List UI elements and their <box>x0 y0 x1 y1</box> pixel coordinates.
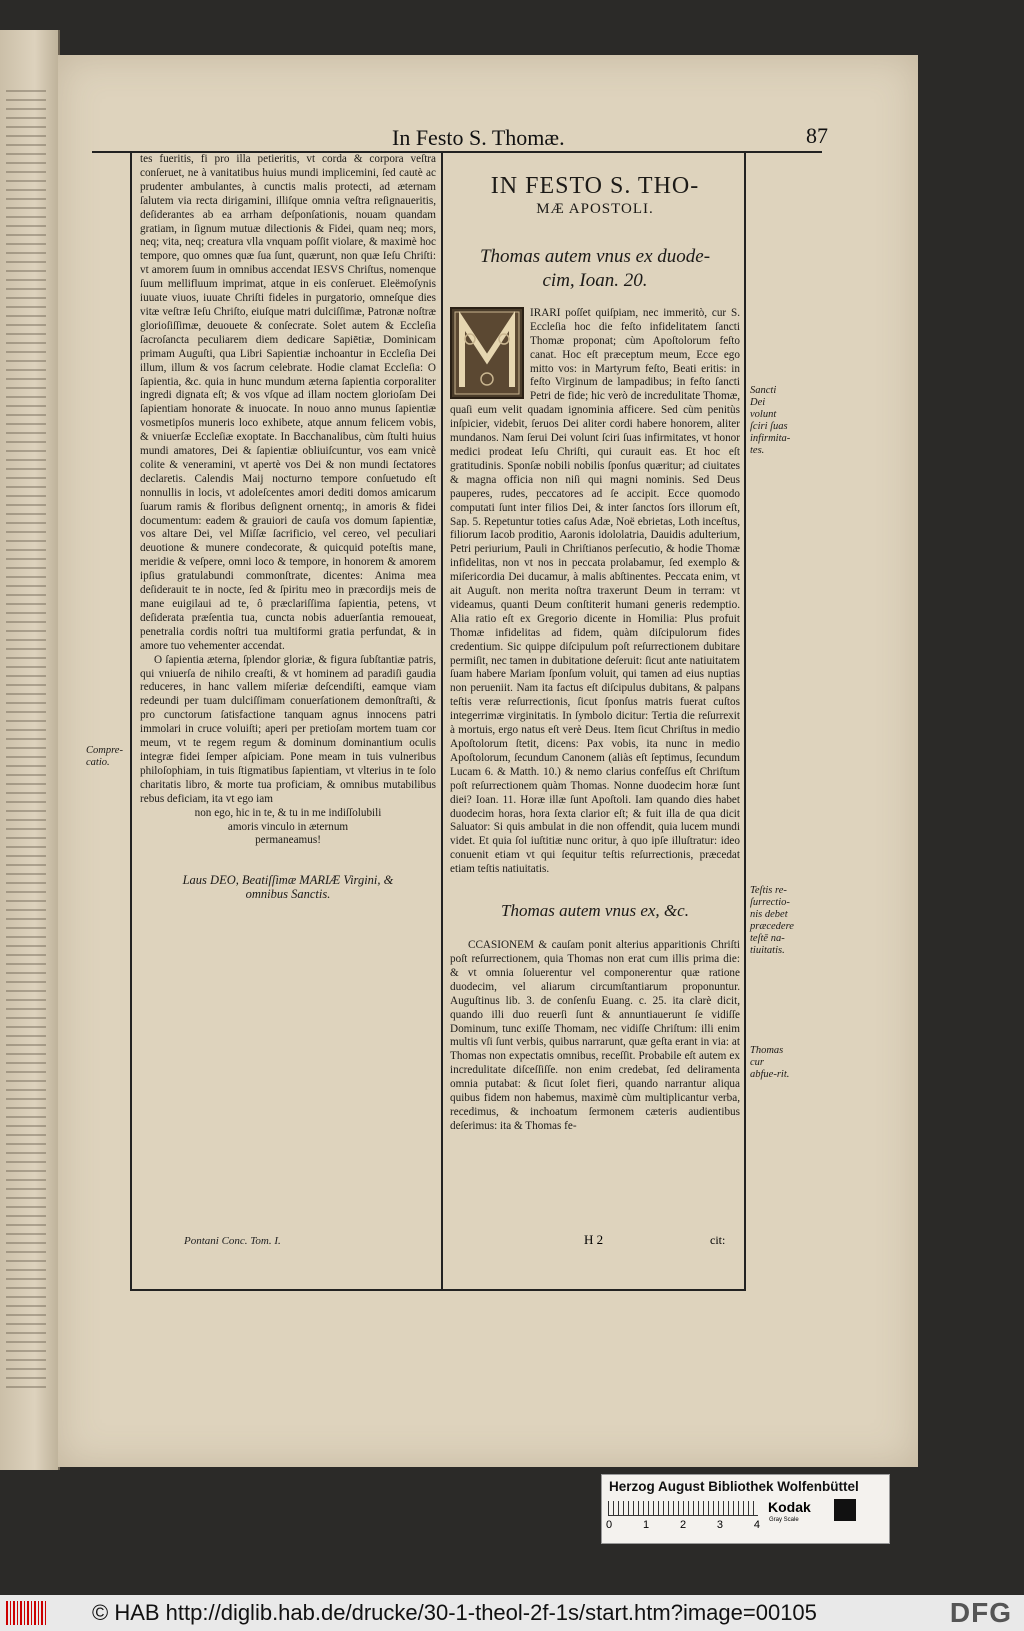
margin-note-comprecatio: Compre-catio. <box>86 745 123 768</box>
catchword: cit: <box>710 1233 726 1247</box>
closing-line-2: amoris vinculo in æternum <box>227 820 349 833</box>
right-column <box>450 173 740 1134</box>
scale-0: 0 <box>606 1519 613 1531</box>
adjacent-page-text <box>6 90 46 1390</box>
incipit-line-1: Thomas autem vnus ex duode- <box>479 245 711 267</box>
incipit-line-2: cim, Ioan. 20. <box>542 269 648 291</box>
folio-number: 87 <box>806 123 828 148</box>
left-paragraph-1: tes fueritis, fi pro illa petieritis, vt corda & corpora veſtra conſeruet, ne à vanitatibus huius mundi implicemini, ſed cautè ac prudenter ambulantes, à cunctis malis protecti, ad æternam ſalutem via recta dirigamini, illiſque omnia veſtra reſignaueritis, deſiderantes ab ea arrham deſponſationis, nouam quandam gratiam, in ſignum mutuæ dilectionis & Fidei, quam neq; mors, neq; vita, neq; creatura vlla vnquam poſſit violare, & maximè hoc tempore, quo omnes quæ ſua ſunt, quærunt, non quæ Ieſu Chriſti: vt amorem ſuum in omnibus accendat IESVS Chriſtus, nomenque ſuum mellifluum imprimat, atque in eis conſeruet. Eleëmoſynis iuuate viuos, iuuate Chriſti fideles in purgatorio, omneſque dies vitæ veſtræ Ieſu Chriſto, eiuſque matri dulciſſimæ, Patronæ noſtræ glorioſiſſimæ, deuouete & conſecrate. Solet autem & Eccleſia ſacroſancta peculiarem diem dedicare Sapiētiæ, Dominicam primam Auguſti, qua Libri Sapientiæ inchoantur in Eccleſia Dei illum, illum & vos ſacrum celebrate. Hodie clamat Eccleſia: O ſapientia, &c. quia in hunc mundum æterna ſapientia corporaliter ingredi dignata eſt; & vos vſque ad illam noctem glorioſam Dei ſapientiam honorate & inuocate. In nouo anno munus ſapientiæ vosmetipſos muneris loco exhibete, atque annum felicem vobis, & vniuerſæ Eccleſiæ exoptate. In Bacchanalibus, cùm ſtulti huius mundi amatores, Dei & ſapientiæ obliuiſcuntur, vos eam vnicè colite & veneramini, vt apertè vos Dei & non mundi ſectatores declaretis. Calendis Maij nocturno tempore conſuetudo eſt nonnullis in locis, vt adoleſcentes amori dediti domos amicarum ſuarum ramis & floribus deſignent ornentq;, in amoris & fidei documentum: eadem & grauiori de cauſa vos domum ſapientiæ, vos altare Dei, vel Miſſæ ſacrificio, vel cereo, vel peculiari deuotione & munere condecorate, & quicquid poteſtis mane, meridie & veſpere, omni loco & tempore, in honorem & amorem ipſius gratulabundi commonſtrate, dicentes: Anima mea deſiderauit te in nocte, ſed & ſpiritu meo in præcordijs meis de mane euigilaui ad te, ô præclariſſima ſapientia, petens, vt deſiderata præſentia tua, cuncta nobis aduerſantia remoueat, penetralia cordis noſtri tua multiformi gratia perfundat, & in amore tuo vehementer accendat. <box>140 153 436 652</box>
signature-line: Pontani Conc. Tom. I. <box>184 1235 281 1247</box>
outer-rule-left <box>130 151 132 1291</box>
scale-numbers <box>606 1519 760 1531</box>
source-url[interactable]: © HAB http://diglib.hab.de/drucke/30-1-theol-2f-1s/start.htm?image=00105 <box>92 1600 817 1625</box>
scale-1: 1 <box>642 1519 650 1531</box>
closing-line-3: permaneamus! <box>255 834 321 847</box>
margin-note-thomas: Thomas cur abfue-rit. <box>750 1045 790 1080</box>
left-column <box>140 153 436 902</box>
kodak-logo: Kodak <box>768 1499 811 1515</box>
signature-mark: H 2 <box>584 1232 604 1247</box>
running-title: In Festo S. Thomæ. <box>392 125 565 150</box>
closing-lines <box>140 807 436 849</box>
second-incipit: Thomas autem vnus ex, &c. <box>501 901 689 921</box>
left-paragraph-2: O ſapientia æterna, ſplendor gloriæ, & figura ſubſtantiæ patris, qui vniuerſa de nihilo creaſti, & vt hominem ad paradiſi gaudia reduceres, in hanc vallem miſeriæ deſcendiſti, eamque viam redeundi per tuam dulciſſimam conuerſationem demonſtraſti, & pro cunctorum ſatisfactione tanquam agnus innocens patri immolari in cruce voluiſti; aperi per pretioſam mortem tuam cor meum, vt te regem regum & dominum dominantium oculis integræ fidei ſemper aſpiciam. Pone meam in tuis vulneribus philoſophiam, in tuis ſtigmatibus ſapientiam, vt vlterius in te ſolo charitatis libro, & morte tua proficiam, & omnibus mutabilibus rebus deficiam, ita vt ego iam <box>140 653 436 805</box>
ornament-m-icon <box>452 309 522 397</box>
running-head <box>92 123 828 153</box>
margin-note-sancti: Sancti Dei volunt ſciri ſuas infirmita-tes. <box>750 385 791 456</box>
viewer-footer <box>0 1595 1024 1631</box>
right-paragraph-2: CCASIONEM & cauſam ponit alterius apparitionis Chriſti poſt reſurrectionem, quia Thomas non erat cum illis prima die: & vt omnia ſoluerentur vel componerentur quæ ratione duodecim, vel aliarum circumſtantiarum proponuntur. Auguſtinus lib. 3. de conſenſu Euang. c. 25. ita clarè dicit, quando illi duo reuerſi ſunt & annuntiauerunt ſe vidiſſe Dominum, tunc exiſſe Thomam, nec vidiſſe Chriſtum: illi enim multis vſi ſunt verbis, quibus narrarunt, quæ geſta erant in via: at Thomas non expectatis omnibus, receſſit. Probabile eſt autem ex incredulitate diſceſſiſſe. non enim credebat, ſed deliramenta omnia putabat: & ſicut ſolet fieri, quando narrantur aliqua quibus fidem non habemus, maximè cùm multiplicantur verba, recedimus, & inchoatum ſermonem cæteris audientibus deſerimus: ita & Thomas fe- <box>450 939 740 1132</box>
adjacent-page-edge <box>0 30 60 1470</box>
margin-note-testis: Teſtis re-ſurrectio-nis debet præcedere teſtē na-tiuitatis. <box>750 885 794 956</box>
right-paragraph-1: IRARI poſſet quiſpiam, nec immeritò, cur S. Eccleſia hoc die feſto infidelitatem ſancti Thomæ proponat; cùm Apoſtolorum feſto canat. Hoc eſt præceptum meum, Ecce ego mitto vos: in Martyrum feſto, Beati eritis: in feſto Virginum de lampadibus; in feſto ſancti Petri de fide; hic verò de incredulitate Thomæ, quaſi eum velit quadam ignominia afficere. Sed cùm penitùs inſpicier, videbit, ſeruos Dei aliter cordi habere honorem, aliter mundanos. Nam ſerui Dei volunt ſciri ſuas infirmitates, vt honor medici prodeat Ieſu Chriſti, qui curauit eas. Et hoc eſt gratitudinis. Sponſæ nobili nobilis ſponſus quæritur; ad ciuitates & magna officia non niſi qui magni nominis. Sed Deus pauperes, rudes, peccatores ad ſe accipit. Ecce quomodo computati ſunt inter filios Dei, & inter ſanctos ſors illorum eſt, Sap. 5. Repetuntur toties caſus Adæ, Noë ebrietas, Loth inceſtus, filiorum Iacob proditio, Aaronis idololatria, Dauidis adulterium, Petri periurium, Pauli in Chriſtianos perſecutio, & hodie Thomæ infidelitas, non vt nos in peccata prolabamur, ſed exemplo & miſericordia Dei ducamur, à malis abſtinentes. Peccata enim, vt ait Auguſt. non merita noſtra traxerunt Deum in terram: vt videamus, quanti Deum conſtiterit humani generis redemptio. Alia ratio eſt ex Gregorio dicente in Homilia: Plus profuit Thomæ infidelitas ad fidem, quàm diſcipulorum fides credentium. Sic quippe diſcipulum poſt reſurrectionem dubitare permiſit, nec tamen in dubitatione deſeruit: ſicut ante natiuitatem ſuam habere Mariam ſponſum voluit, qui tamen ad eius nuptias non perueniit. Nam ita factus eſt diſcipulus dubitans, & palpans teſtis veræ reſurrectionis, ſicut ſponſus matris fuerat cuſtos integerrimæ virginitatis. In ſymbolo dicitur: Tertia die reſurrexit à mortuis, ergo natus eſt verè Deus. Item ſicut Chriſtus in medio Apoſtolorum ſtetit, dicens: Pax vobis, ita nunc in medio Apoſtolorum, ſecundum Canonem (aliàs eſt ſeptimus, ſecundum Lucam 6. & Matth. 10.) & nemo clarius confeſſus eſt Chriſtum poſt reſurrectionem quàm Thomas. Nonne duodecim horæ ſunt diei? Ioan. 11. Horæ illæ ſunt Apoſtoli. Iam quando dies habet duodecim horas, hora ſexta clarior eſt; & fuit illa de qua dicit Saluator: Si quis ambulat in die non offendit, quia lucem mundi videt. Et quia ſol iuſtitiæ nunc oritur, à quo ipſe illuſtratur: ideo conuenit etiam vt qui ſequitur teſtis reſurrectionis, præcedat etiam teſtis natiuitatis. <box>450 306 740 876</box>
closing-line-1: non ego, hic in te, & tu in me indiſſolubili <box>194 806 382 819</box>
scale-2: 2 <box>679 1519 687 1531</box>
library-color-card <box>601 1474 890 1544</box>
scale-4: 4 <box>753 1519 760 1531</box>
library-name: Herzog August Bibliothek Wolfenbüttel <box>609 1479 859 1494</box>
laus-deo <box>140 874 436 902</box>
dfg-logo: DFG <box>949 1597 1012 1628</box>
black-patch <box>834 1499 856 1521</box>
bottom-rule <box>130 1289 746 1291</box>
chapter-subtitle: MÆ APOSTOLI. <box>536 201 654 217</box>
chapter-title-line-1: IN FESTO S. THO- <box>490 173 700 199</box>
hab-logo-icon <box>6 1601 46 1625</box>
book-page <box>58 55 918 1467</box>
chapter-title <box>450 173 740 199</box>
laus-line-1: Laus DEO, Beatiſſimæ MARIÆ Virgini, & <box>182 873 394 888</box>
ornamental-initial-m <box>450 307 524 399</box>
outer-rule-right <box>744 151 746 1291</box>
scale-3: 3 <box>716 1519 724 1531</box>
column-rule <box>441 151 443 1291</box>
incipit <box>450 245 740 293</box>
scale-ruler <box>608 1501 758 1516</box>
grayscale-label: Gray Scale <box>769 1517 799 1523</box>
laus-line-2: omnibus Sanctis. <box>245 887 331 902</box>
